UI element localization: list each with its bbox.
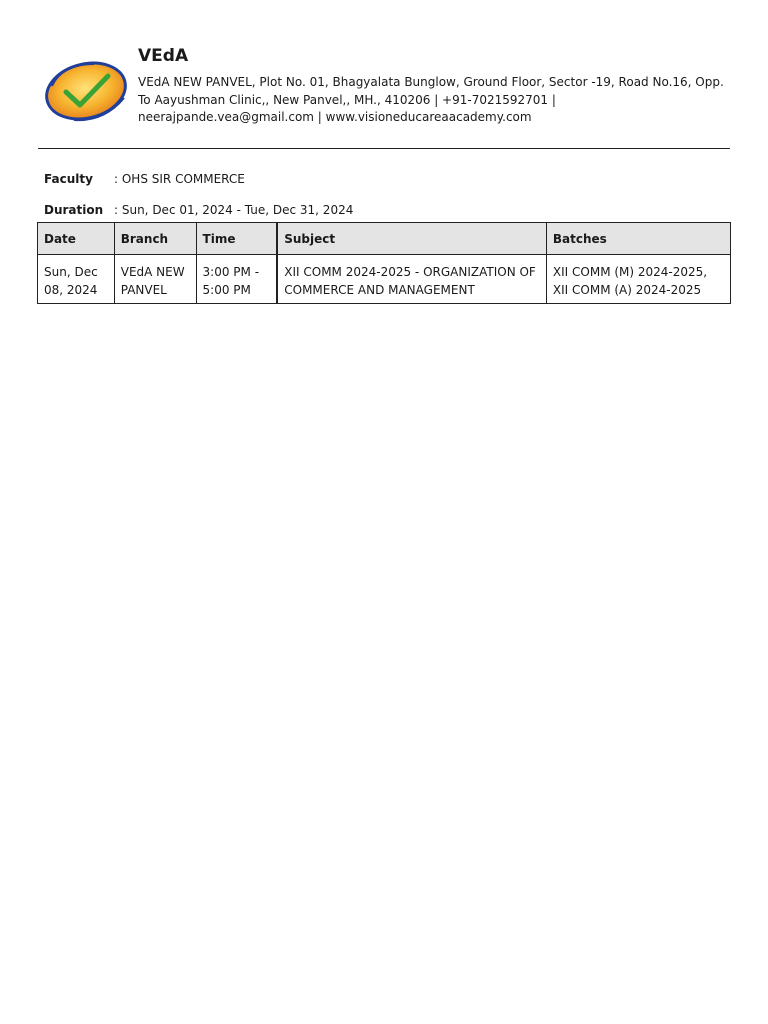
- duration-label: Duration: [44, 203, 104, 217]
- table-header-row: [38, 223, 731, 255]
- cell-batches: XII COMM (M) 2024-2025, XII COMM (A) 2024-2025: [546, 255, 730, 304]
- organization-address: VEdA NEW PANVEL, Plot No. 01, Bhagyalata Bunglow, Ground Floor, Sector -19, Road No.16, Opp. To Aayushman Clinic,, New Panvel,, MH., 410206 | +91-7021592701 | neerajpande.vea@gmail.com | www.visioneducareaacademy.com: [138, 75, 724, 124]
- cell-time: 3:00 PM - 5:00 PM: [196, 255, 277, 304]
- document-header: [38, 40, 730, 140]
- schedule-table: [37, 222, 731, 304]
- table-row: [38, 255, 731, 304]
- academy-logo: [42, 56, 132, 126]
- header-divider: [38, 148, 730, 149]
- header-date: Date: [38, 223, 115, 255]
- cell-branch: VEdA NEW PANVEL: [114, 255, 196, 304]
- cell-subject: XII COMM 2024-2025 - ORGANIZATION OF COMMERCE AND MANAGEMENT: [277, 255, 546, 304]
- duration-value: : Sun, Dec 01, 2024 - Tue, Dec 31, 2024: [114, 203, 354, 217]
- faculty-label: Faculty: [44, 172, 93, 186]
- organization-name: VEdA: [138, 46, 189, 66]
- header-batches: Batches: [546, 223, 730, 255]
- cell-date: Sun, Dec 08, 2024: [38, 255, 115, 304]
- faculty-value: : OHS SIR COMMERCE: [114, 172, 245, 186]
- header-time: Time: [196, 223, 277, 255]
- faculty-row: [44, 171, 245, 187]
- duration-row: [44, 202, 353, 218]
- header-subject: Subject: [277, 223, 546, 255]
- header-branch: Branch: [114, 223, 196, 255]
